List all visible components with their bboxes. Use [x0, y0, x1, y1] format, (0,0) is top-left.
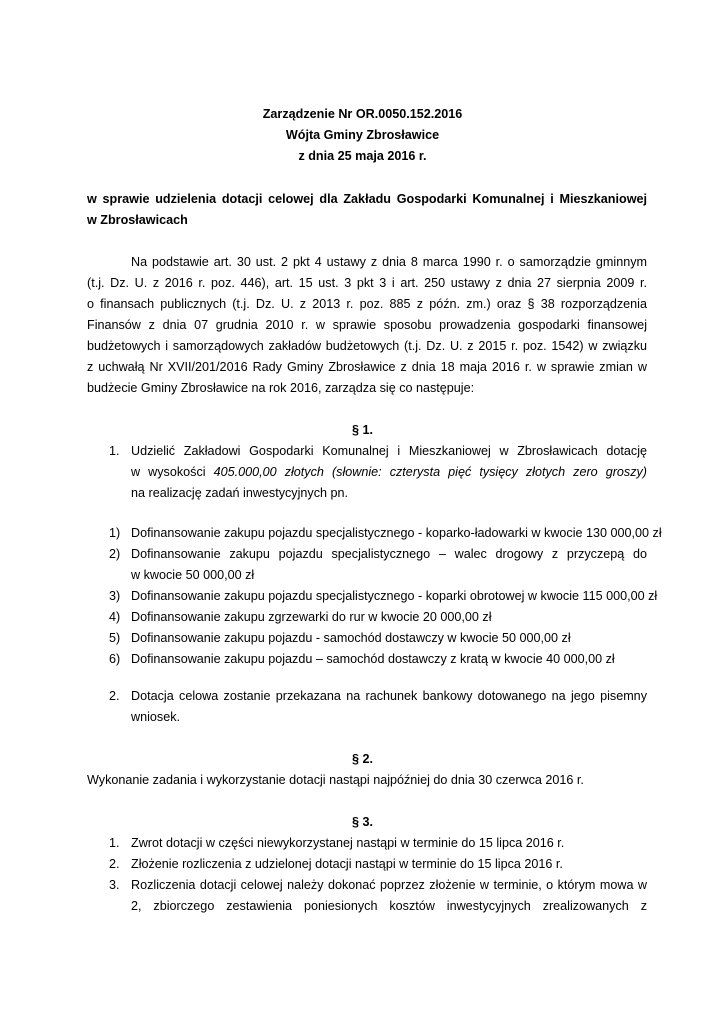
document-title: Zarządzenie Nr OR.0050.152.2016: [262, 107, 463, 121]
list-number: 2.: [109, 857, 120, 871]
list-number: 1.: [109, 836, 120, 850]
list-item: w kwocie 50 000,00 zł: [131, 568, 255, 582]
list-number: 2): [109, 547, 121, 561]
document-date: z dnia 25 maja 2016 r.: [298, 149, 427, 163]
section-1-point-1-line: Udzielić Zakładowi Gospodarki Komunalnej i Mieszkaniowej w Zbrosławicach dotację: [131, 444, 647, 458]
preamble-line: z uchwałą Nr XVII/201/2016 Rady Gminy Zbrosławice z dnia 18 maja 2016 r. w sprawie zmian w: [87, 360, 647, 374]
preamble-line: o finansach publicznych (t.j. Dz. U. z 2013 r. poz. 885 z późn. zm.) oraz § 38 rozporządzenia: [87, 297, 647, 311]
list-item: Dofinansowanie zakupu pojazdu – samochód dostawczy z kratą w kwocie 40 000,00 zł: [131, 652, 615, 666]
list-number: 1): [109, 526, 121, 540]
subject-line-1: w sprawie udzielenia dotacji celowej dla Zakładu Gospodarki Komunalnej i Mieszkaniowej: [87, 192, 647, 206]
section-2-heading: § 2.: [351, 752, 373, 766]
list-number: 5): [109, 631, 121, 645]
section-1-point-2-line: wniosek.: [131, 710, 180, 724]
list-number: 4): [109, 610, 121, 624]
list-number: 3.: [109, 878, 120, 892]
preamble-line: Na podstawie art. 30 ust. 2 pkt 4 ustawy z dnia 8 marca 1990 r. o samorządzie gminnym: [131, 255, 647, 269]
section-1-heading: § 1.: [351, 423, 373, 437]
list-number: 1.: [109, 444, 120, 458]
list-item: Dofinansowanie zakupu pojazdu - samochód dostawczy w kwocie 50 000,00 zł: [131, 631, 571, 645]
amount-italic: 405.000,00 złotych (słownie: czterysta pięć tysięcy złotych zero groszy): [213, 465, 647, 479]
document-authority: Wójta Gminy Zbrosławice: [285, 128, 440, 142]
list-item: Zwrot dotacji w części niewykorzystanej nastąpi w terminie do 15 lipca 2016 r.: [131, 836, 565, 850]
section-2-text: Wykonanie zadania i wykorzystanie dotacji nastąpi najpóźniej do dnia 30 czerwca 2016 r.: [87, 773, 584, 787]
list-number: 3): [109, 589, 121, 603]
list-number: 2.: [109, 689, 120, 703]
list-item: Dofinansowanie zakupu pojazdu specjalistycznego - koparki obrotowej w kwocie 115 000,00 zł: [131, 589, 658, 603]
list-item: Rozliczenia dotacji celowej należy dokonać poprzez złożenie w terminie, o którym mowa w: [131, 878, 647, 892]
subject-line-2: w Zbrosławicach: [87, 213, 188, 227]
preamble-line: (t.j. Dz. U. z 2016 r. poz. 446), art. 15 ust. 3 pkt 3 i art. 250 ustawy z dnia 27 sierpnia 2009 r.: [87, 276, 647, 290]
section-1-point-2-line: Dotacja celowa zostanie przekazana na rachunek bankowy dotowanego na jego pisemny: [131, 689, 647, 703]
list-item: Złożenie rozliczenia z udzielonej dotacji nastąpi w terminie do 15 lipca 2016 r.: [131, 857, 563, 871]
preamble-line: budżetowych i samorządowych zakładów budżetowych (t.j. Dz. U. z 2015 r. poz. 1542) w związku: [87, 339, 647, 353]
list-item: Dofinansowanie zakupu pojazdu specjalistycznego – walec drogowy z przyczepą do: [131, 547, 647, 561]
list-item: 2, zbiorczego zestawienia poniesionych kosztów inwestycyjnych zrealizowanych z: [131, 899, 647, 913]
preamble-line: Finansów z dnia 07 grudnia 2010 r. w sprawie sposobu prowadzenia gospodarki finansowej: [87, 318, 647, 332]
preamble-line: budżecie Gminy Zbrosławice na rok 2016, zarządza się co następuje:: [87, 381, 475, 395]
list-item: Dofinansowanie zakupu pojazdu specjalistycznego - koparko-ładowarki w kwocie 130 000,00 zł: [131, 526, 662, 540]
amount-prefix: w wysokości: [131, 465, 214, 479]
list-item: Dofinansowanie zakupu zgrzewarki do rur w kwocie 20 000,00 zł: [131, 610, 492, 624]
list-number: 6): [109, 652, 121, 666]
section-3-heading: § 3.: [351, 815, 373, 829]
section-1-point-1-line: [131, 465, 647, 480]
section-1-point-1-line: na realizację zadań inwestycyjnych pn.: [131, 486, 349, 500]
